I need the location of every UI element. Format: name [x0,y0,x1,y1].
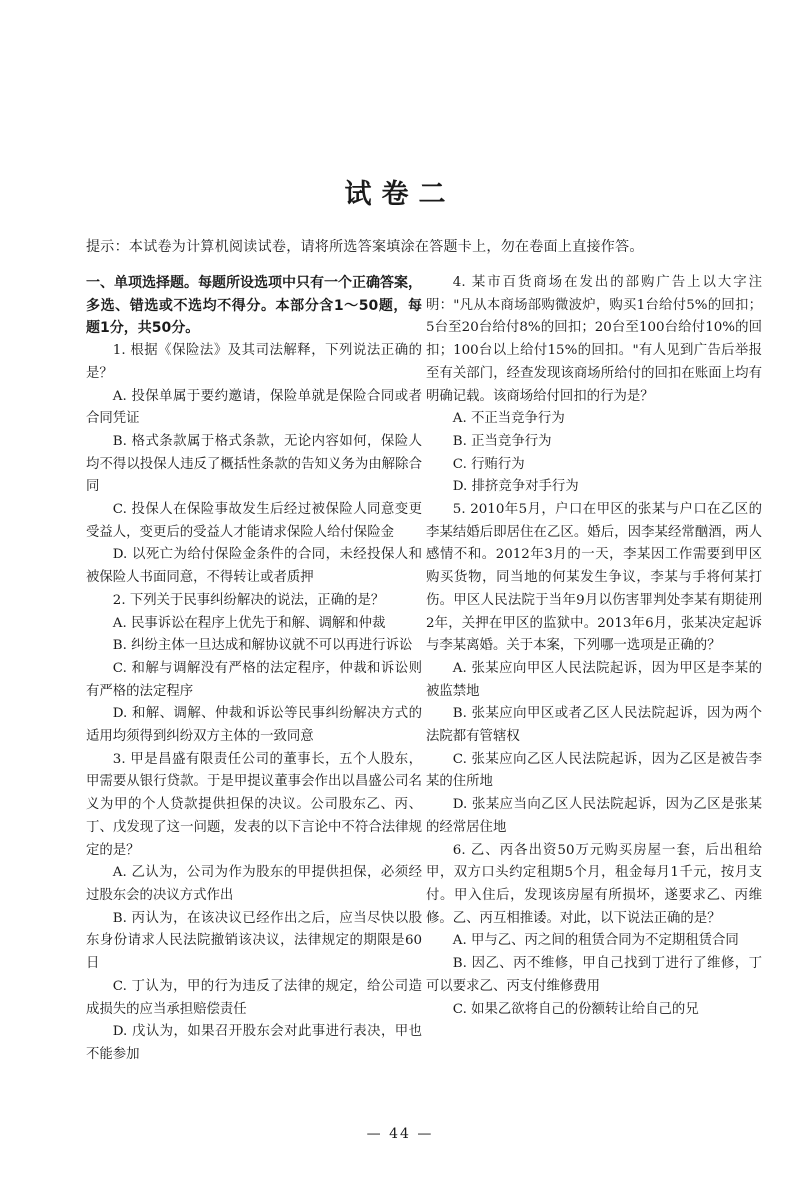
question-stem: 5. 2010年5月，户口在甲区的张某与户口在乙区的李某结婚后即居住在乙区。婚后，因李某经常酗酒，两人感情不和。2012年3月的一天，李某因工作需要到甲区购买货物，同当地的何某发生争议，李某与手将何某打伤。甲区人民法院于当年9月以伤害罪判处李某有期徒刑2年，关押在甲区的监狱中。2013年6月，张某决定起诉与李某离婚。关于本案，下列哪一选项是正确的？ [426,502,762,654]
question-option: A. 甲与乙、丙之间的租赁合同为不定期租赁合同 [452,933,739,949]
question-option: A. 张某应向甲区人民法院起诉，因为甲区是李某的被监禁地 [426,660,762,699]
question-option: D. 和解、调解、仲裁和诉讼等民事纠纷解决方式的适用均须得到纠纷双方主体的一致同意 [86,706,422,745]
question-option: B. 因乙、丙不维修，甲自己找到丁进行了维修，丁可以要求乙、丙支付维修费用 [426,956,762,994]
question-option: D. 张某应当向乙区人民法院起诉，因为乙区是张某的经常居住地 [426,797,762,835]
question-stem: 4. 某市百货商场在发出的部购广告上以大字注明："凡从本商场部购微波炉，购买1台给付5%的回扣；5台至20台给付8%的回扣；20台至100台给付10%的回扣；100台以上给付15%的回扣。"有人见到广告后举报至有关部门，经查发现该商场所给付的回扣在账面上均有明确记载。该商场给付回扣的行为是？ [426,275,762,404]
question-option: B. 格式条款属于格式条款，无论内容如何，保险人均不得以投保人违反了概括性条款的告知义务为由解除合同 [86,433,422,495]
question-option: D. 排挤竞争对手行为 [452,479,579,495]
question-option: C. 丁认为，甲的行为违反了法律的规定，给公司造成损失的应当承担赔偿责任 [86,978,422,1017]
question-option: C. 投保人在保险事故发生后经过被保险人同意变更受益人，变更后的受益人才能请求保险人给付保险金 [86,502,422,540]
question-option: B. 正当竞争行为 [452,433,552,449]
exam-hint: 提示：本试卷为计算机阅读试卷，请将所选答案填涂在答题卡上，勿在卷面上直接作答。 [86,239,644,255]
left-column [86,272,422,1067]
question-option: B. 张某应向甲区或者乙区人民法院起诉，因为两个法院都有管辖权 [426,706,762,745]
section-heading: 一、单项选择题。每题所设选项中只有一个正确答案，多选、错选或不选均不得分。本部分含1～50题，每题1分，共50分。 [86,275,422,337]
question-stem: 6. 乙、丙各出资50万元购买房屋一套，后出租给甲，双方口头约定租期5个月，租金每月1千元，按月支付。甲入住后，发现该房屋有所损坏，遂要求乙、丙维修。乙、丙互相推诿。对此，以下说法正确的是？ [426,842,762,926]
question-option: D. 戊认为，如果召开股东会对此事进行表决，甲也不能参加 [86,1024,422,1062]
question-stem: 3. 甲是昌盛有限责任公司的董事长，五个人股东，甲需要从银行贷款。于是甲提议董事会作出以昌盛公司名义为甲的个人贷款提供担保的决议。公司股东乙、丙、丁、戊发现了这一问题，发表的以下言论中不符合法律规定的是？ [86,751,422,858]
question-option: A. 不正当竞争行为 [452,411,565,427]
question-option: A. 民事诉讼在程序上优先于和解、调解和仲裁 [112,615,386,631]
question-option: C. 如果乙欲将自己的份额转让给自己的兄 [452,1001,699,1017]
question-option: C. 和解与调解没有严格的法定程序，仲裁和诉讼则有严格的法定程序 [86,660,422,699]
question-option: C. 行贿行为 [452,456,525,472]
right-column [426,272,762,1021]
question-option: B. 丙认为，在该决议已经作出之后，应当尽快以股东身份请求人民法院撤销该决议，法律规定的期限是60日 [86,910,422,972]
question-option: B. 纠纷主体一旦达成和解协议就不可以再进行诉讼 [112,638,413,654]
question-option: D. 以死亡为给付保险金条件的合同，未经投保人和被保险人书面同意，不得转让或者质押 [86,547,422,586]
page-title: 试卷二 [344,179,456,210]
page-number: — 44 — [366,1126,434,1142]
question-stem: 2. 下列关于民事纠纷解决的说法，正确的是？ [112,592,385,608]
question-option: C. 张某应向乙区人民法院起诉，因为乙区是被告李某的住所地 [426,751,762,790]
question-option: A. 乙认为，公司为作为股东的甲提供担保，必须经过股东会的决议方式作出 [86,865,422,903]
question-stem: 1. 根据《保险法》及其司法解释，下列说法正确的是？ [86,343,422,381]
question-option: A. 投保单属于要约邀请，保险单就是保险合同或者合同凭证 [86,388,422,427]
